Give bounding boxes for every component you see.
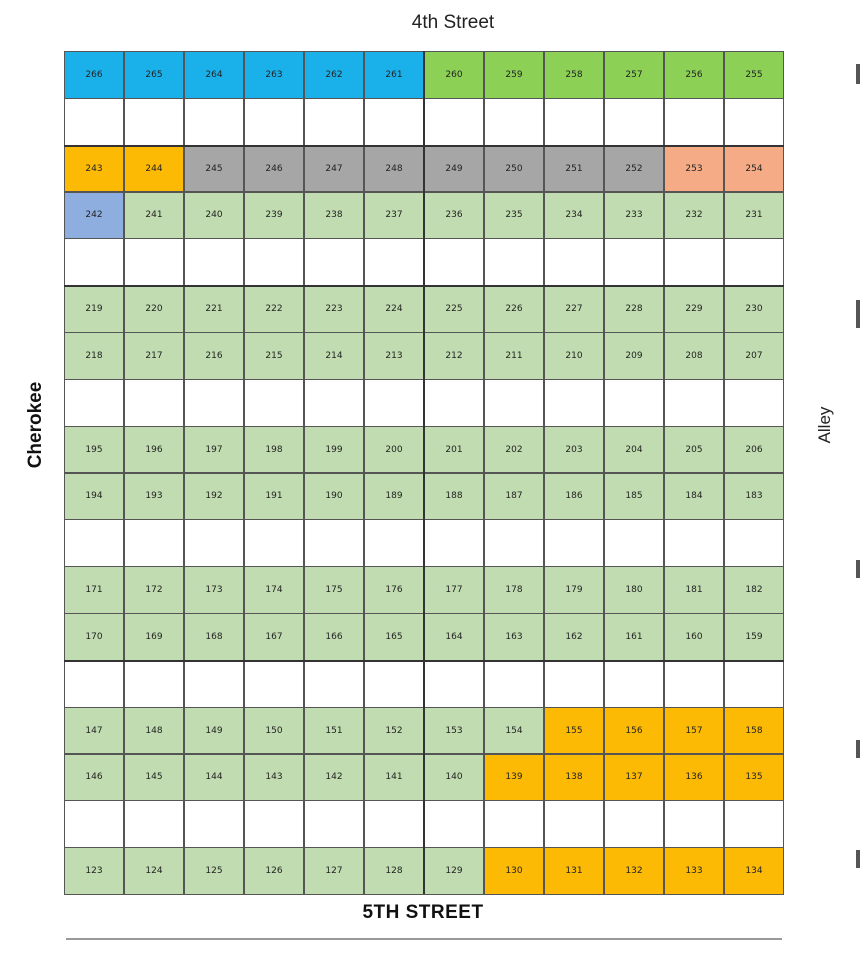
- lot-214: 214: [304, 332, 364, 380]
- lot-167: 167: [244, 613, 304, 661]
- lot-180: 180: [604, 566, 664, 614]
- lot-229: 229: [664, 285, 724, 333]
- empty-cell: [424, 800, 484, 848]
- lot-173: 173: [184, 566, 244, 614]
- empty-cell: [724, 519, 784, 567]
- lot-200: 200: [364, 426, 424, 474]
- lot-230: 230: [724, 285, 784, 333]
- lot-178: 178: [484, 566, 544, 614]
- lot-152: 152: [364, 707, 424, 755]
- edge-mark: [856, 740, 860, 758]
- empty-cell: [64, 379, 124, 427]
- lot-141: 141: [364, 754, 424, 802]
- lot-224: 224: [364, 285, 424, 333]
- empty-cell: [184, 800, 244, 848]
- edge-mark: [856, 64, 860, 84]
- lot-160: 160: [664, 613, 724, 661]
- lot-198: 198: [244, 426, 304, 474]
- lot-128: 128: [364, 847, 424, 895]
- empty-cell: [424, 379, 484, 427]
- lot-194: 194: [64, 473, 124, 521]
- left-street-label: Cherokee: [25, 381, 46, 469]
- lot-143: 143: [244, 754, 304, 802]
- lot-174: 174: [244, 566, 304, 614]
- lot-165: 165: [364, 613, 424, 661]
- empty-cell: [364, 519, 424, 567]
- lot-166: 166: [304, 613, 364, 661]
- empty-cell: [664, 379, 724, 427]
- empty-cell: [604, 660, 664, 708]
- empty-cell: [664, 238, 724, 286]
- block-divider: [64, 660, 784, 662]
- empty-cell: [544, 238, 604, 286]
- lot-213: 213: [364, 332, 424, 380]
- lot-243: 243: [64, 145, 124, 193]
- lot-157: 157: [664, 707, 724, 755]
- lot-204: 204: [604, 426, 664, 474]
- block-divider: [64, 285, 784, 287]
- empty-cell: [544, 98, 604, 146]
- lot-175: 175: [304, 566, 364, 614]
- lot-203: 203: [544, 426, 604, 474]
- lot-209: 209: [604, 332, 664, 380]
- block-divider: [64, 145, 784, 147]
- lot-176: 176: [364, 566, 424, 614]
- lot-183: 183: [724, 473, 784, 521]
- lot-219: 219: [64, 285, 124, 333]
- lot-192: 192: [184, 473, 244, 521]
- empty-cell: [604, 379, 664, 427]
- lot-202: 202: [484, 426, 544, 474]
- lot-244: 244: [124, 145, 184, 193]
- lot-254: 254: [724, 145, 784, 193]
- lot-161: 161: [604, 613, 664, 661]
- lot-146: 146: [64, 754, 124, 802]
- lot-126: 126: [244, 847, 304, 895]
- lot-266: 266: [64, 51, 124, 99]
- lot-232: 232: [664, 192, 724, 240]
- lot-196: 196: [124, 426, 184, 474]
- empty-cell: [604, 238, 664, 286]
- lot-189: 189: [364, 473, 424, 521]
- empty-cell: [364, 379, 424, 427]
- lot-137: 137: [604, 754, 664, 802]
- lot-131: 131: [544, 847, 604, 895]
- lot-195: 195: [64, 426, 124, 474]
- lot-261: 261: [364, 51, 424, 99]
- lot-264: 264: [184, 51, 244, 99]
- lot-193: 193: [124, 473, 184, 521]
- lot-125: 125: [184, 847, 244, 895]
- lot-130: 130: [484, 847, 544, 895]
- lot-228: 228: [604, 285, 664, 333]
- empty-cell: [424, 660, 484, 708]
- lot-142: 142: [304, 754, 364, 802]
- bottom-rule: [66, 938, 782, 940]
- empty-cell: [544, 379, 604, 427]
- empty-cell: [244, 98, 304, 146]
- center-divider: [423, 51, 425, 894]
- lot-140: 140: [424, 754, 484, 802]
- lot-138: 138: [544, 754, 604, 802]
- empty-cell: [124, 519, 184, 567]
- edge-mark: [856, 850, 860, 868]
- empty-cell: [724, 98, 784, 146]
- lot-221: 221: [184, 285, 244, 333]
- lot-123: 123: [64, 847, 124, 895]
- lot-249: 249: [424, 145, 484, 193]
- empty-cell: [304, 238, 364, 286]
- lot-156: 156: [604, 707, 664, 755]
- empty-cell: [424, 519, 484, 567]
- lot-164: 164: [424, 613, 484, 661]
- empty-cell: [484, 660, 544, 708]
- empty-cell: [664, 519, 724, 567]
- empty-cell: [544, 800, 604, 848]
- lot-253: 253: [664, 145, 724, 193]
- lot-208: 208: [664, 332, 724, 380]
- empty-cell: [484, 800, 544, 848]
- lot-222: 222: [244, 285, 304, 333]
- lot-212: 212: [424, 332, 484, 380]
- empty-cell: [124, 379, 184, 427]
- lot-258: 258: [544, 51, 604, 99]
- empty-cell: [604, 98, 664, 146]
- lot-205: 205: [664, 426, 724, 474]
- lot-150: 150: [244, 707, 304, 755]
- empty-cell: [184, 660, 244, 708]
- lot-179: 179: [544, 566, 604, 614]
- lot-186: 186: [544, 473, 604, 521]
- empty-cell: [604, 519, 664, 567]
- lot-190: 190: [304, 473, 364, 521]
- lot-216: 216: [184, 332, 244, 380]
- lot-182: 182: [724, 566, 784, 614]
- lot-263: 263: [244, 51, 304, 99]
- lot-237: 237: [364, 192, 424, 240]
- lot-225: 225: [424, 285, 484, 333]
- lot-172: 172: [124, 566, 184, 614]
- empty-cell: [184, 238, 244, 286]
- lot-162: 162: [544, 613, 604, 661]
- empty-cell: [244, 800, 304, 848]
- empty-cell: [604, 800, 664, 848]
- empty-cell: [304, 660, 364, 708]
- lot-181: 181: [664, 566, 724, 614]
- empty-cell: [64, 660, 124, 708]
- lot-201: 201: [424, 426, 484, 474]
- lot-133: 133: [664, 847, 724, 895]
- lot-233: 233: [604, 192, 664, 240]
- lot-188: 188: [424, 473, 484, 521]
- empty-cell: [484, 98, 544, 146]
- lot-153: 153: [424, 707, 484, 755]
- lot-265: 265: [124, 51, 184, 99]
- empty-cell: [304, 379, 364, 427]
- lot-231: 231: [724, 192, 784, 240]
- lot-199: 199: [304, 426, 364, 474]
- lot-129: 129: [424, 847, 484, 895]
- empty-cell: [424, 98, 484, 146]
- lot-124: 124: [124, 847, 184, 895]
- right-street-label: Alley: [815, 406, 834, 444]
- empty-cell: [364, 800, 424, 848]
- empty-cell: [364, 238, 424, 286]
- bottom-street-label: 5TH STREET: [362, 902, 484, 923]
- lot-262: 262: [304, 51, 364, 99]
- lot-144: 144: [184, 754, 244, 802]
- lot-151: 151: [304, 707, 364, 755]
- lot-148: 148: [124, 707, 184, 755]
- lot-187: 187: [484, 473, 544, 521]
- lot-197: 197: [184, 426, 244, 474]
- empty-cell: [724, 379, 784, 427]
- empty-cell: [124, 238, 184, 286]
- lot-245: 245: [184, 145, 244, 193]
- lot-168: 168: [184, 613, 244, 661]
- lot-149: 149: [184, 707, 244, 755]
- lot-191: 191: [244, 473, 304, 521]
- empty-cell: [304, 98, 364, 146]
- lot-238: 238: [304, 192, 364, 240]
- lot-257: 257: [604, 51, 664, 99]
- lot-217: 217: [124, 332, 184, 380]
- lot-159: 159: [724, 613, 784, 661]
- lot-236: 236: [424, 192, 484, 240]
- lot-207: 207: [724, 332, 784, 380]
- lot-252: 252: [604, 145, 664, 193]
- empty-cell: [484, 379, 544, 427]
- empty-cell: [244, 238, 304, 286]
- empty-cell: [484, 519, 544, 567]
- lot-158: 158: [724, 707, 784, 755]
- lot-215: 215: [244, 332, 304, 380]
- edge-mark: [856, 560, 860, 578]
- lot-184: 184: [664, 473, 724, 521]
- empty-cell: [364, 98, 424, 146]
- lot-136: 136: [664, 754, 724, 802]
- lot-242: 242: [64, 192, 124, 240]
- lot-255: 255: [724, 51, 784, 99]
- lot-234: 234: [544, 192, 604, 240]
- lot-177: 177: [424, 566, 484, 614]
- lot-132: 132: [604, 847, 664, 895]
- lot-251: 251: [544, 145, 604, 193]
- empty-cell: [184, 98, 244, 146]
- empty-cell: [244, 379, 304, 427]
- lot-135: 135: [724, 754, 784, 802]
- lot-248: 248: [364, 145, 424, 193]
- lot-210: 210: [544, 332, 604, 380]
- empty-cell: [64, 800, 124, 848]
- empty-cell: [364, 660, 424, 708]
- lot-220: 220: [124, 285, 184, 333]
- lot-185: 185: [604, 473, 664, 521]
- lot-246: 246: [244, 145, 304, 193]
- lot-226: 226: [484, 285, 544, 333]
- empty-cell: [124, 660, 184, 708]
- lot-139: 139: [484, 754, 544, 802]
- empty-cell: [664, 660, 724, 708]
- lot-127: 127: [304, 847, 364, 895]
- empty-cell: [64, 519, 124, 567]
- lot-260: 260: [424, 51, 484, 99]
- empty-cell: [544, 660, 604, 708]
- empty-cell: [664, 800, 724, 848]
- lot-211: 211: [484, 332, 544, 380]
- empty-cell: [124, 98, 184, 146]
- empty-cell: [244, 519, 304, 567]
- edge-mark: [856, 300, 860, 328]
- lot-218: 218: [64, 332, 124, 380]
- top-street-label: 4th Street: [411, 12, 495, 33]
- empty-cell: [304, 800, 364, 848]
- lot-171: 171: [64, 566, 124, 614]
- empty-cell: [484, 238, 544, 286]
- lot-259: 259: [484, 51, 544, 99]
- empty-cell: [424, 238, 484, 286]
- empty-cell: [244, 660, 304, 708]
- lot-145: 145: [124, 754, 184, 802]
- lot-154: 154: [484, 707, 544, 755]
- empty-cell: [64, 238, 124, 286]
- empty-cell: [64, 98, 124, 146]
- empty-cell: [724, 800, 784, 848]
- lot-155: 155: [544, 707, 604, 755]
- lot-170: 170: [64, 613, 124, 661]
- lot-134: 134: [724, 847, 784, 895]
- lot-163: 163: [484, 613, 544, 661]
- lot-240: 240: [184, 192, 244, 240]
- lot-147: 147: [64, 707, 124, 755]
- empty-cell: [544, 519, 604, 567]
- lot-227: 227: [544, 285, 604, 333]
- empty-cell: [124, 800, 184, 848]
- lot-256: 256: [664, 51, 724, 99]
- empty-cell: [184, 379, 244, 427]
- empty-cell: [724, 660, 784, 708]
- lot-250: 250: [484, 145, 544, 193]
- empty-cell: [304, 519, 364, 567]
- empty-cell: [184, 519, 244, 567]
- empty-cell: [724, 238, 784, 286]
- lot-223: 223: [304, 285, 364, 333]
- empty-cell: [664, 98, 724, 146]
- lot-169: 169: [124, 613, 184, 661]
- lot-206: 206: [724, 426, 784, 474]
- lot-239: 239: [244, 192, 304, 240]
- lot-241: 241: [124, 192, 184, 240]
- lot-247: 247: [304, 145, 364, 193]
- lot-235: 235: [484, 192, 544, 240]
